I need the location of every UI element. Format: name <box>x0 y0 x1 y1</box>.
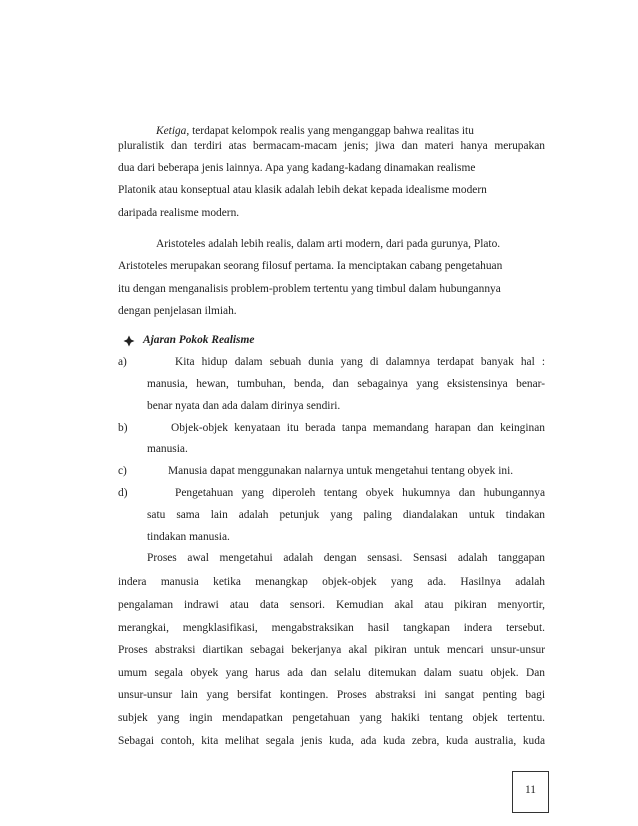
paragraph-1-line-4: Platonik atau konseptual atau klasik adalah lebih dekat kepada idealisme modern <box>118 184 487 196</box>
list-marker-b: b) <box>118 422 128 434</box>
list-marker-d: d) <box>118 487 128 499</box>
list-item-d-line-1: Pengetahuan yang diperoleh tentang obyek hukumnya dan hubungannya <box>175 487 545 499</box>
list-item-a-line-3: benar nyata dan ada dalam dirinya sendiri. <box>147 400 341 412</box>
paragraph-2-line-4: dengan penjelasan ilmiah. <box>118 305 237 317</box>
list-item-b-line-2: manusia. <box>147 443 188 455</box>
paragraph-3-line-7: unsur-unsur lain yang bersifat kontingen. Proses abstraksi ini sangat penting bagi <box>118 689 545 701</box>
list-marker-a: a) <box>118 356 127 368</box>
paragraph-2-line-1: Aristoteles adalah lebih realis, dalam arti modern, dari pada gurunya, Plato. <box>156 238 501 250</box>
paragraph-3-line-9: Sebagai contoh, kita melihat segala jenis kuda, ada kuda zebra, kuda australia, kuda <box>118 735 545 747</box>
list-item-c-line-1: Manusia dapat menggunakan nalarnya untuk mengetahui tentang obyek ini. <box>168 465 514 477</box>
emphasis-ketiga: Ketiga <box>156 125 187 137</box>
list-item-d-line-3: tindakan manusia. <box>147 531 230 543</box>
list-item-b-line-1: Objek-objek kenyataan itu berada tanpa memandang harapan dan keinginan <box>171 422 545 434</box>
paragraph-3-line-6: umum segala obyek yang harus ada dan selalu ditemukan dalam suatu objek. Dan <box>118 667 545 679</box>
list-item-d-line-2: satu sama lain adalah petunjuk yang paling diandalakan untuk tindakan <box>147 509 545 521</box>
list-marker-c: c) <box>118 465 127 477</box>
list-item-a-line-2: manusia, hewan, tumbuhan, benda, dan sebagainya yang eksistensinya benar- <box>147 378 545 390</box>
paragraph-1-line-5: daripada realisme modern. <box>118 207 240 219</box>
paragraph-1-line-3: dua dari beberapa jenis lainnya. Apa yang kadang-kadang dinamakan realisme <box>118 162 476 174</box>
paragraph-2-line-2: Aristoteles merupakan seorang filosuf pertama. Ia menciptakan cabang pengetahuan <box>118 260 503 272</box>
page-number: 11 <box>525 784 536 796</box>
paragraph-2-line-3: itu dengan menganalisis problem-problem tertentu yang timbul dalam hubungannya <box>118 283 501 295</box>
paragraph-3-line-5: Proses abstraksi diartikan sebagai bekerjanya akal pikiran untuk mencari unsur-unsur <box>118 644 545 656</box>
section-heading: Ajaran Pokok Realisme <box>143 334 255 346</box>
paragraph-3-line-8: subjek yang ingin mendapatkan pengetahuan yang hakiki tentang objek tertentu. <box>118 712 545 724</box>
paragraph-1-line-1 <box>156 126 474 137</box>
page-number-box <box>512 771 549 813</box>
paragraph-1-line-2: pluralistik dan terdiri atas bermacam-macam jenis; jiwa dan materi hanya merupakan <box>118 140 545 152</box>
diamond-bullet-icon <box>123 335 135 347</box>
paragraph-3-line-3: pengalaman indrawi atau data sensori. Kemudian akal atau pikiran menyortir, <box>118 599 545 611</box>
list-item-a-line-1: Kita hidup dalam sebuah dunia yang di dalamnya terdapat banyak hal : <box>175 356 545 368</box>
paragraph-3-line-4: merangkai, mengklasifikasi, mengabstraksikan hasil tangkapan indera tersebut. <box>118 622 545 634</box>
paragraph-3-line-2: indera manusia ketika menangkap objek-objek yang ada. Hasilnya adalah <box>118 576 545 588</box>
paragraph-3-line-1: Proses awal mengetahui adalah dengan sensasi. Sensasi adalah tanggapan <box>147 552 545 564</box>
paragraph-1-line-1-rest: , terdapat kelompok realis yang menganggap bahwa realitas itu <box>186 125 474 137</box>
